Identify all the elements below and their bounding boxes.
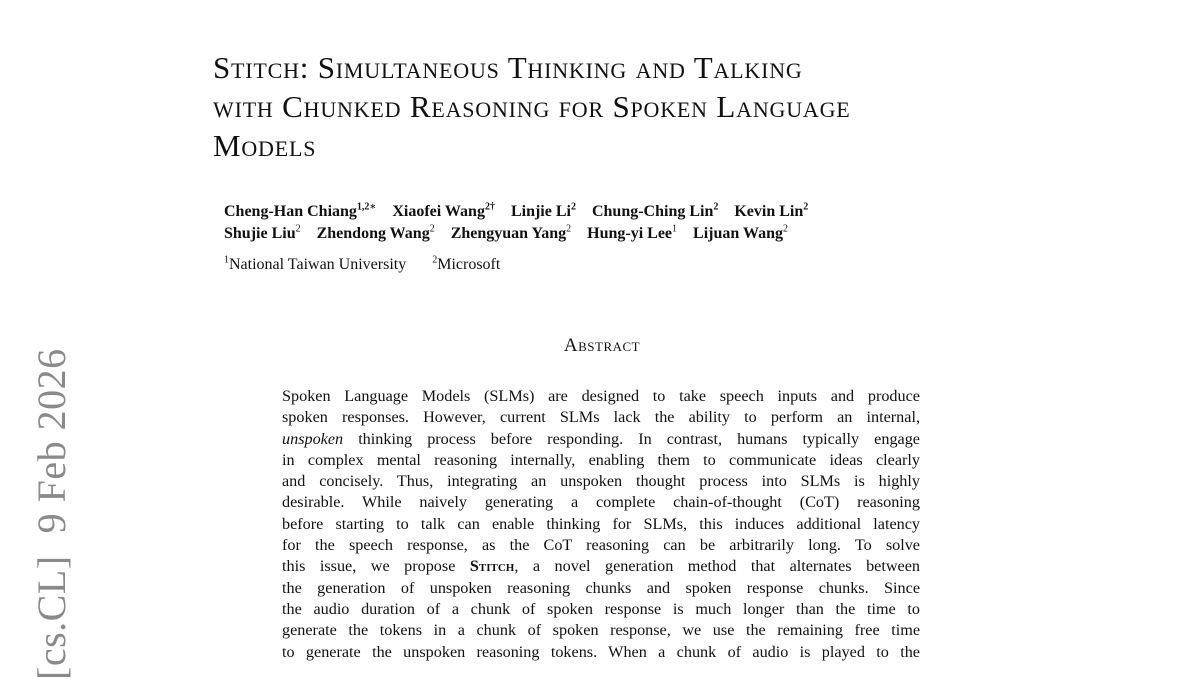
abstract-line: spoken responses. However, current SLMs lack the ability to perform an internal, [282,408,920,427]
author-row-1 [224,201,984,223]
author: Cheng-Han Chiang$^{1,2∗}$ [224,201,377,220]
title-line-1: Stitch: Simultaneous Thinking and Talking [213,50,803,85]
author: Kevin Lin$^2$ [734,201,809,220]
affiliation: $^1$National Taiwan University [224,254,407,273]
author: Hung-yi Lee$^1$ [587,223,678,242]
abstract-line: unspoken thinking process before responding. In contrast, humans typically engage [282,429,920,448]
arxiv-stamp [28,326,75,680]
abstract-body [282,386,920,663]
abstract-line: this issue, we propose Stitch, a novel generation method that alternates between [282,557,920,576]
abstract-line: to generate the unspoken reasoning tokens. When a chunk of audio is played to the [282,642,920,661]
abstract-line: for the speech response, as the CoT reasoning can be arbitrarily long. To solve [282,536,920,555]
abstract-line: Spoken Language Models (SLMs) are designed to take speech inputs and produce [282,387,920,405]
title-line-2: with Chunked Reasoning for Spoken Language [213,89,851,124]
abstract-line: the generation of unspoken reasoning chunks and spoken response chunks. Since [282,578,920,597]
author: Linjie Li$^2$ [510,201,576,220]
author: Zhendong Wang$^2$ [316,223,435,242]
arxiv-category: [cs.CL] [29,555,74,680]
abstract-line: the audio duration of a chunk of spoken response is much longer than the time to [282,599,920,618]
abstract-line: desirable. While naively generating a complete chain-of-thought (CoT) reasoning [282,493,920,512]
author: Xiaofei Wang$^{2\dagger}$ [392,201,495,220]
author: Lijuan Wang$^2$ [693,223,788,242]
author-row-2 [224,223,984,245]
abstract-line: and concisely. Thus, integrating an unspoken thought process into SLMs is highly [282,472,920,491]
abstract-line: before starting to talk can enable thinking for SLMs, this induces additional latency [282,514,920,533]
arxiv-date: 9 Feb 2026 [29,348,74,534]
abstract-heading: Abstract [563,335,641,356]
author-list [224,201,984,245]
author: Shujie Liu$^2$ [224,223,301,242]
abstract-line: generate the tokens in a chunk of spoken response, we use the remaining free time [282,621,920,640]
affiliation: $^2$Microsoft [432,254,501,273]
abstract-line: in complex mental reasoning internally, enabling them to communicate ideas clearly [282,450,920,469]
emphasis: unspoken [282,429,344,448]
affiliations [224,256,522,274]
title-line-3: Models [213,128,317,163]
paper-title [213,48,1003,165]
author: Chung-Ching Lin$^2$ [591,201,719,220]
method-name: Stitch [469,557,515,576]
author: Zhengyuan Yang$^2$ [450,223,572,242]
